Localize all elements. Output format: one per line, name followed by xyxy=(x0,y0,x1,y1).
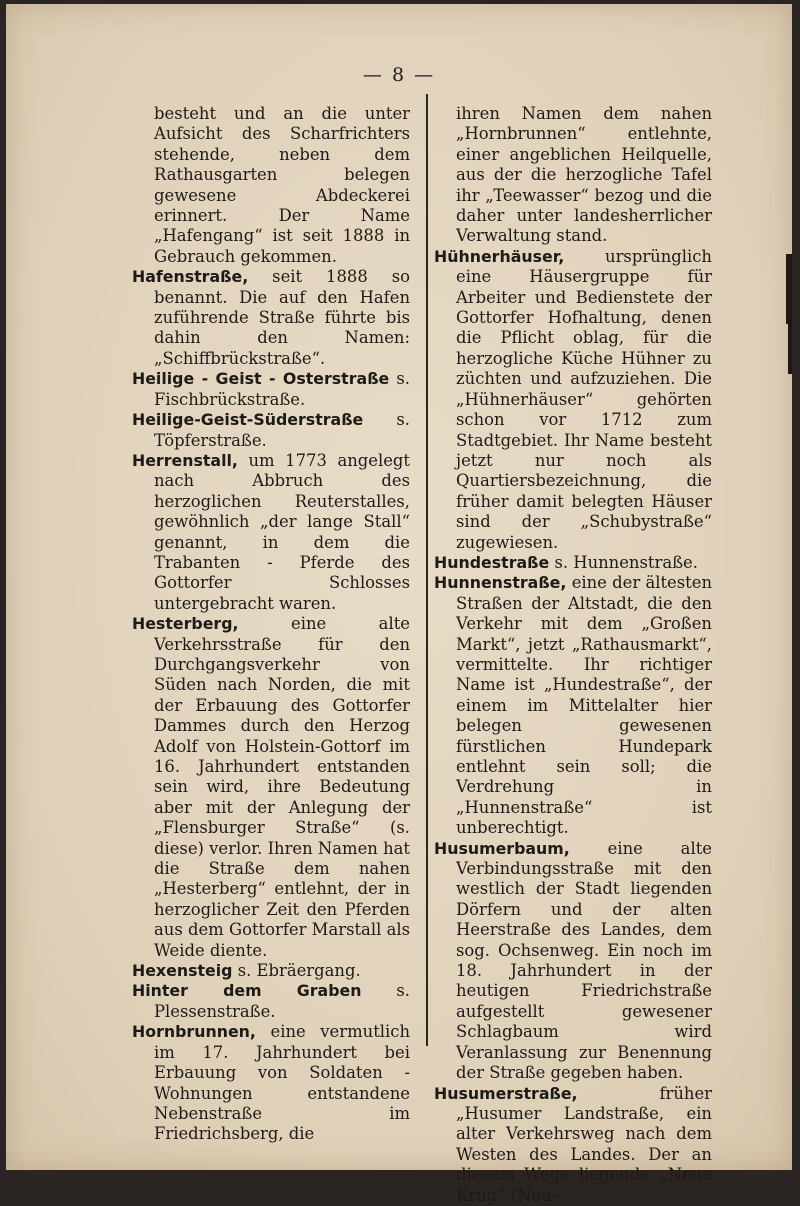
entry xyxy=(132,1022,410,1144)
entry-headword: Husumerstraße, xyxy=(434,1083,578,1103)
entry-headword: Hunnenstraße, xyxy=(434,573,567,593)
entry-text: s. Hunnenstraße. xyxy=(554,552,698,572)
entry-headword: Husumerbaum, xyxy=(434,838,570,858)
entry xyxy=(434,553,712,573)
entry-text: ihren Namen dem nahen „Hornbrunnen“ entlehnte, einer angeblichen Heilquelle, aus der die herzogliche Tafel ihr „Teewasser“ bezog und die daher unter landesherrlicher Verwaltung stand. xyxy=(456,104,712,246)
entry xyxy=(434,247,712,553)
entry-text: seit 1888 so benannt. Die auf den Hafen zuführende Straße führte bis dahin den Namen: „Schiffbrückstraße“. xyxy=(154,267,410,368)
entry xyxy=(434,573,712,838)
left-column xyxy=(132,104,410,1145)
entry-headword: Heilige-Geist-Süderstraße xyxy=(132,410,364,430)
entry-text: besteht und an die unter Aufsicht des Scharfrichters stehende, neben dem Rathausgarten belegen gewesene Abdeckerei erinnert. Der Name „Hafengang“ ist seit 1888 in Gebrauch gekommen. xyxy=(154,104,410,266)
entry-text: s. Töpferstraße. xyxy=(154,410,410,450)
entry-headword: Hafenstraße, xyxy=(132,267,249,287)
entry-headword: Hinter dem Graben xyxy=(132,981,362,1001)
entry xyxy=(434,104,712,247)
entry-headword: Hesterberg, xyxy=(132,614,239,634)
page-number: — 8 — xyxy=(362,64,436,86)
entry xyxy=(132,614,410,961)
entry-headword: Hexensteig xyxy=(132,961,233,981)
entry-headword: Hühnerhäuser, xyxy=(434,246,565,266)
entry-headword: Herrenstall, xyxy=(132,450,238,470)
entry-headword: Hundestraße xyxy=(434,552,550,572)
entry-text: s. Plessenstraße. xyxy=(154,981,410,1021)
document-page xyxy=(6,4,792,1205)
entry xyxy=(434,839,712,1084)
entry-text: eine der ältesten Straßen der Altstadt, die den Verkehr mit dem „Großen Markt“, jetzt „Rathausmarkt“, vermittelte. Ihr richtiger Name ist „Hundestraße“, der einem im Mittelalter hier belegen gewesenen fürstlichen Hundepark entlehnt sein soll; die Verdrehung in „Hunnenstraße“ ist unberechtigt. xyxy=(456,573,713,838)
right-column xyxy=(434,104,712,1206)
entry-headword: Hornbrunnen, xyxy=(132,1022,256,1042)
entry-text: s. Ebräergang. xyxy=(237,961,361,981)
entry-text: eine alte Verbindungsstraße mit den westlich der Stadt liegenden Dörfern und der alten Heerstraße des Landes, dem sog. Ochsenweg. Ein noch im 18. Jahrhundert in der heutigen Friedrichstraße aufgestellt gewesener Schlagbaum wird Veranlassung zur Benennung der Straße gegeben haben. xyxy=(456,838,712,1083)
entry xyxy=(132,961,410,981)
entry-text: um 1773 angelegt nach Abbruch des herzoglichen Reuterstalles, gewöhnlich „der lange Stall“ genannt, in dem die Trabanten - Pferde des Gottorfer Schlosses untergebracht waren. xyxy=(154,450,410,613)
entry xyxy=(132,981,410,1022)
entry-text: s. Fischbrückstraße. xyxy=(154,369,410,409)
entry-text: früher „Husumer Landstraße, ein alter Verkehrsweg nach dem Westen des Landes. Der an diesem Wege liegende „Neue Krug“ (Neu- xyxy=(456,1083,712,1205)
entry xyxy=(132,267,410,369)
entry xyxy=(132,410,410,451)
entry xyxy=(434,1084,712,1206)
entry-headword: Heilige - Geist - Osterstraße xyxy=(132,369,390,389)
entry xyxy=(132,104,410,267)
entry xyxy=(132,369,410,410)
entry xyxy=(132,451,410,614)
entry-text: ursprünglich eine Häusergruppe für Arbeiter und Bedienstete der Gottorfer Hofhaltung, denen die Pflicht oblag, für die herzogliche Küche Hühner zu züchten und aufzuziehen. Die „Hühnerhäuser“ gehörten schon vor 1712 zum Stadtgebiet. Ihr Name besteht jetzt nur noch als Quartiersbezeichnung, die früher damit belegten Häuser sind der „Schubystraße“ zugewiesen. xyxy=(456,246,712,552)
page-edge-mark xyxy=(788,314,792,374)
entry-text: eine vermutlich im 17. Jahrhundert bei Erbauung von Soldaten - Wohnungen entstandene Nebenstraße im Friedrichsberg, die xyxy=(154,1022,410,1144)
column-divider xyxy=(426,94,428,1046)
entry-text: eine alte Verkehrsstraße für den Durchgangsverkehr von Süden nach Norden, die mit der Erbauung des Gottorfer Dammes durch den Herzog Adolf von Holstein-Gottorf im 16. Jahrhundert entstanden sein wird, ihre Bedeutung aber mit der Anlegung der „Flensburger Straße“ (s. diese) verlor. Ihren Namen hat die Straße dem nahen „Hesterberg“ entlehnt, der in herzoglicher Zeit den Pferden aus dem Gottorfer Marstall als Weide diente. xyxy=(154,614,410,960)
